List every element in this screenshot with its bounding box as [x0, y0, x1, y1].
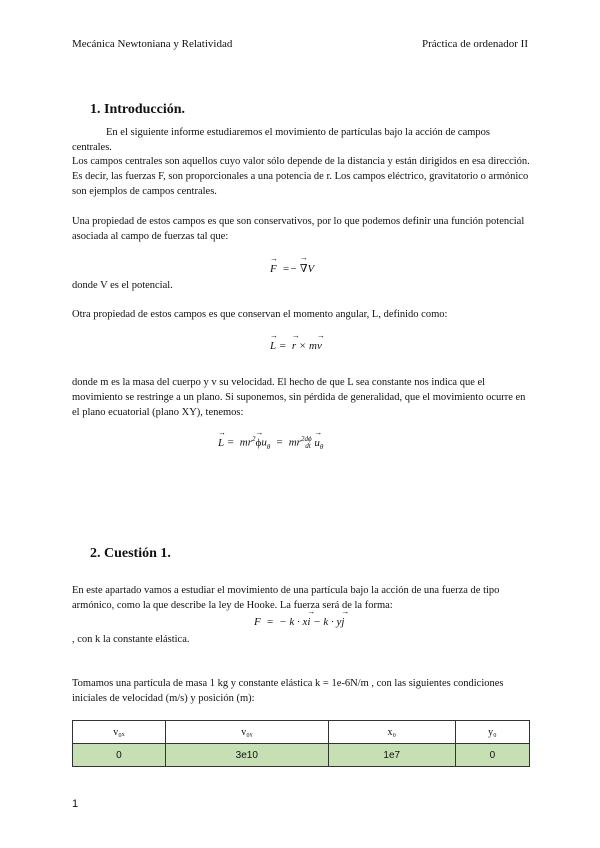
page-number: 1	[72, 798, 79, 810]
sec2-paragraph-2: , con k la constante elástica.	[72, 634, 190, 645]
header-y0: y₀	[455, 721, 529, 744]
cell-y0: 0	[455, 744, 529, 767]
sec1-paragraph-6: donde m es la masa del cuerpo y v su velocidad. El hecho de que L sea constante nos indica que el movimiento se restringe a un plano. Si suponemos, sin pérdida de generalidad, que el movimiento ocurre en el plano ecuatorial (plano XY), tenemos:	[72, 377, 526, 418]
table-header-row	[73, 721, 530, 744]
header-v0y: v₀ᵧ	[165, 721, 328, 744]
sec2-paragraph-1: En este apartado vamos a estudiar el movimiento de una partícula bajo la acción de una fuerza de tipo armónico, como la que describe la ley de Hooke. La fuerza será de la forma:	[72, 585, 500, 611]
sec1-paragraph-1: En el siguiente informe estudiaremos el movimiento de partículas bajo la acción de campos centrales.	[72, 127, 491, 153]
equation-angular-momentum-plane: → $L = mr^2\to \phi u_\theta = mr^2d\phi$ dt → $u_\theta$	[218, 435, 323, 451]
section-2-title: 2. Cuestión 1.	[90, 546, 171, 561]
equation-angular-momentum: → L = → r × m→ v	[270, 340, 322, 352]
initial-conditions-table	[72, 720, 530, 767]
cell-v0x: 0	[73, 744, 166, 767]
equation-potential: → F =− → ∇V	[270, 262, 314, 275]
sec1-paragraph-4: donde V es el potencial.	[72, 280, 173, 291]
table-row	[73, 744, 530, 767]
header-x0: x₀	[328, 721, 455, 744]
equation-hooke: F = − k · x→ i − k · y→ j	[254, 616, 344, 628]
sec1-paragraph-5: Otra propiedad de estos campos es que conservan el momento angular, L, definido como:	[72, 309, 448, 320]
sec1-paragraph-2: Los campos centrales son aquellos cuyo valor sólo depende de la distancia y están dirigidos en esa dirección. Es decir, las fuerzas F, son proporcionales a una potencia de r. Los campos eléctrico, gravitatorio o armónico son ejemplos de campos centrales.	[72, 156, 530, 197]
sec1-paragraph-3: Una propiedad de estos campos es que son conservativos, por lo que podemos definir una función potencial asociada al campo de fuerzas tal que:	[72, 216, 525, 242]
header-left: Mecánica Newtoniana y Relatividad	[72, 38, 233, 50]
sec2-paragraph-3: Tomamos una partícula de masa 1 kg y constante elástica k = 1e-6N/m , con las siguientes condiciones iniciales de velocidad (m/s) y posición (m):	[72, 678, 504, 704]
cell-v0y: 3e10	[165, 744, 328, 767]
header-right: Práctica de ordenador II	[422, 38, 528, 50]
section-1-title: 1. Introducción.	[90, 102, 186, 117]
header-v0x: v₀ₓ	[73, 721, 166, 744]
cell-x0: 1e7	[328, 744, 455, 767]
